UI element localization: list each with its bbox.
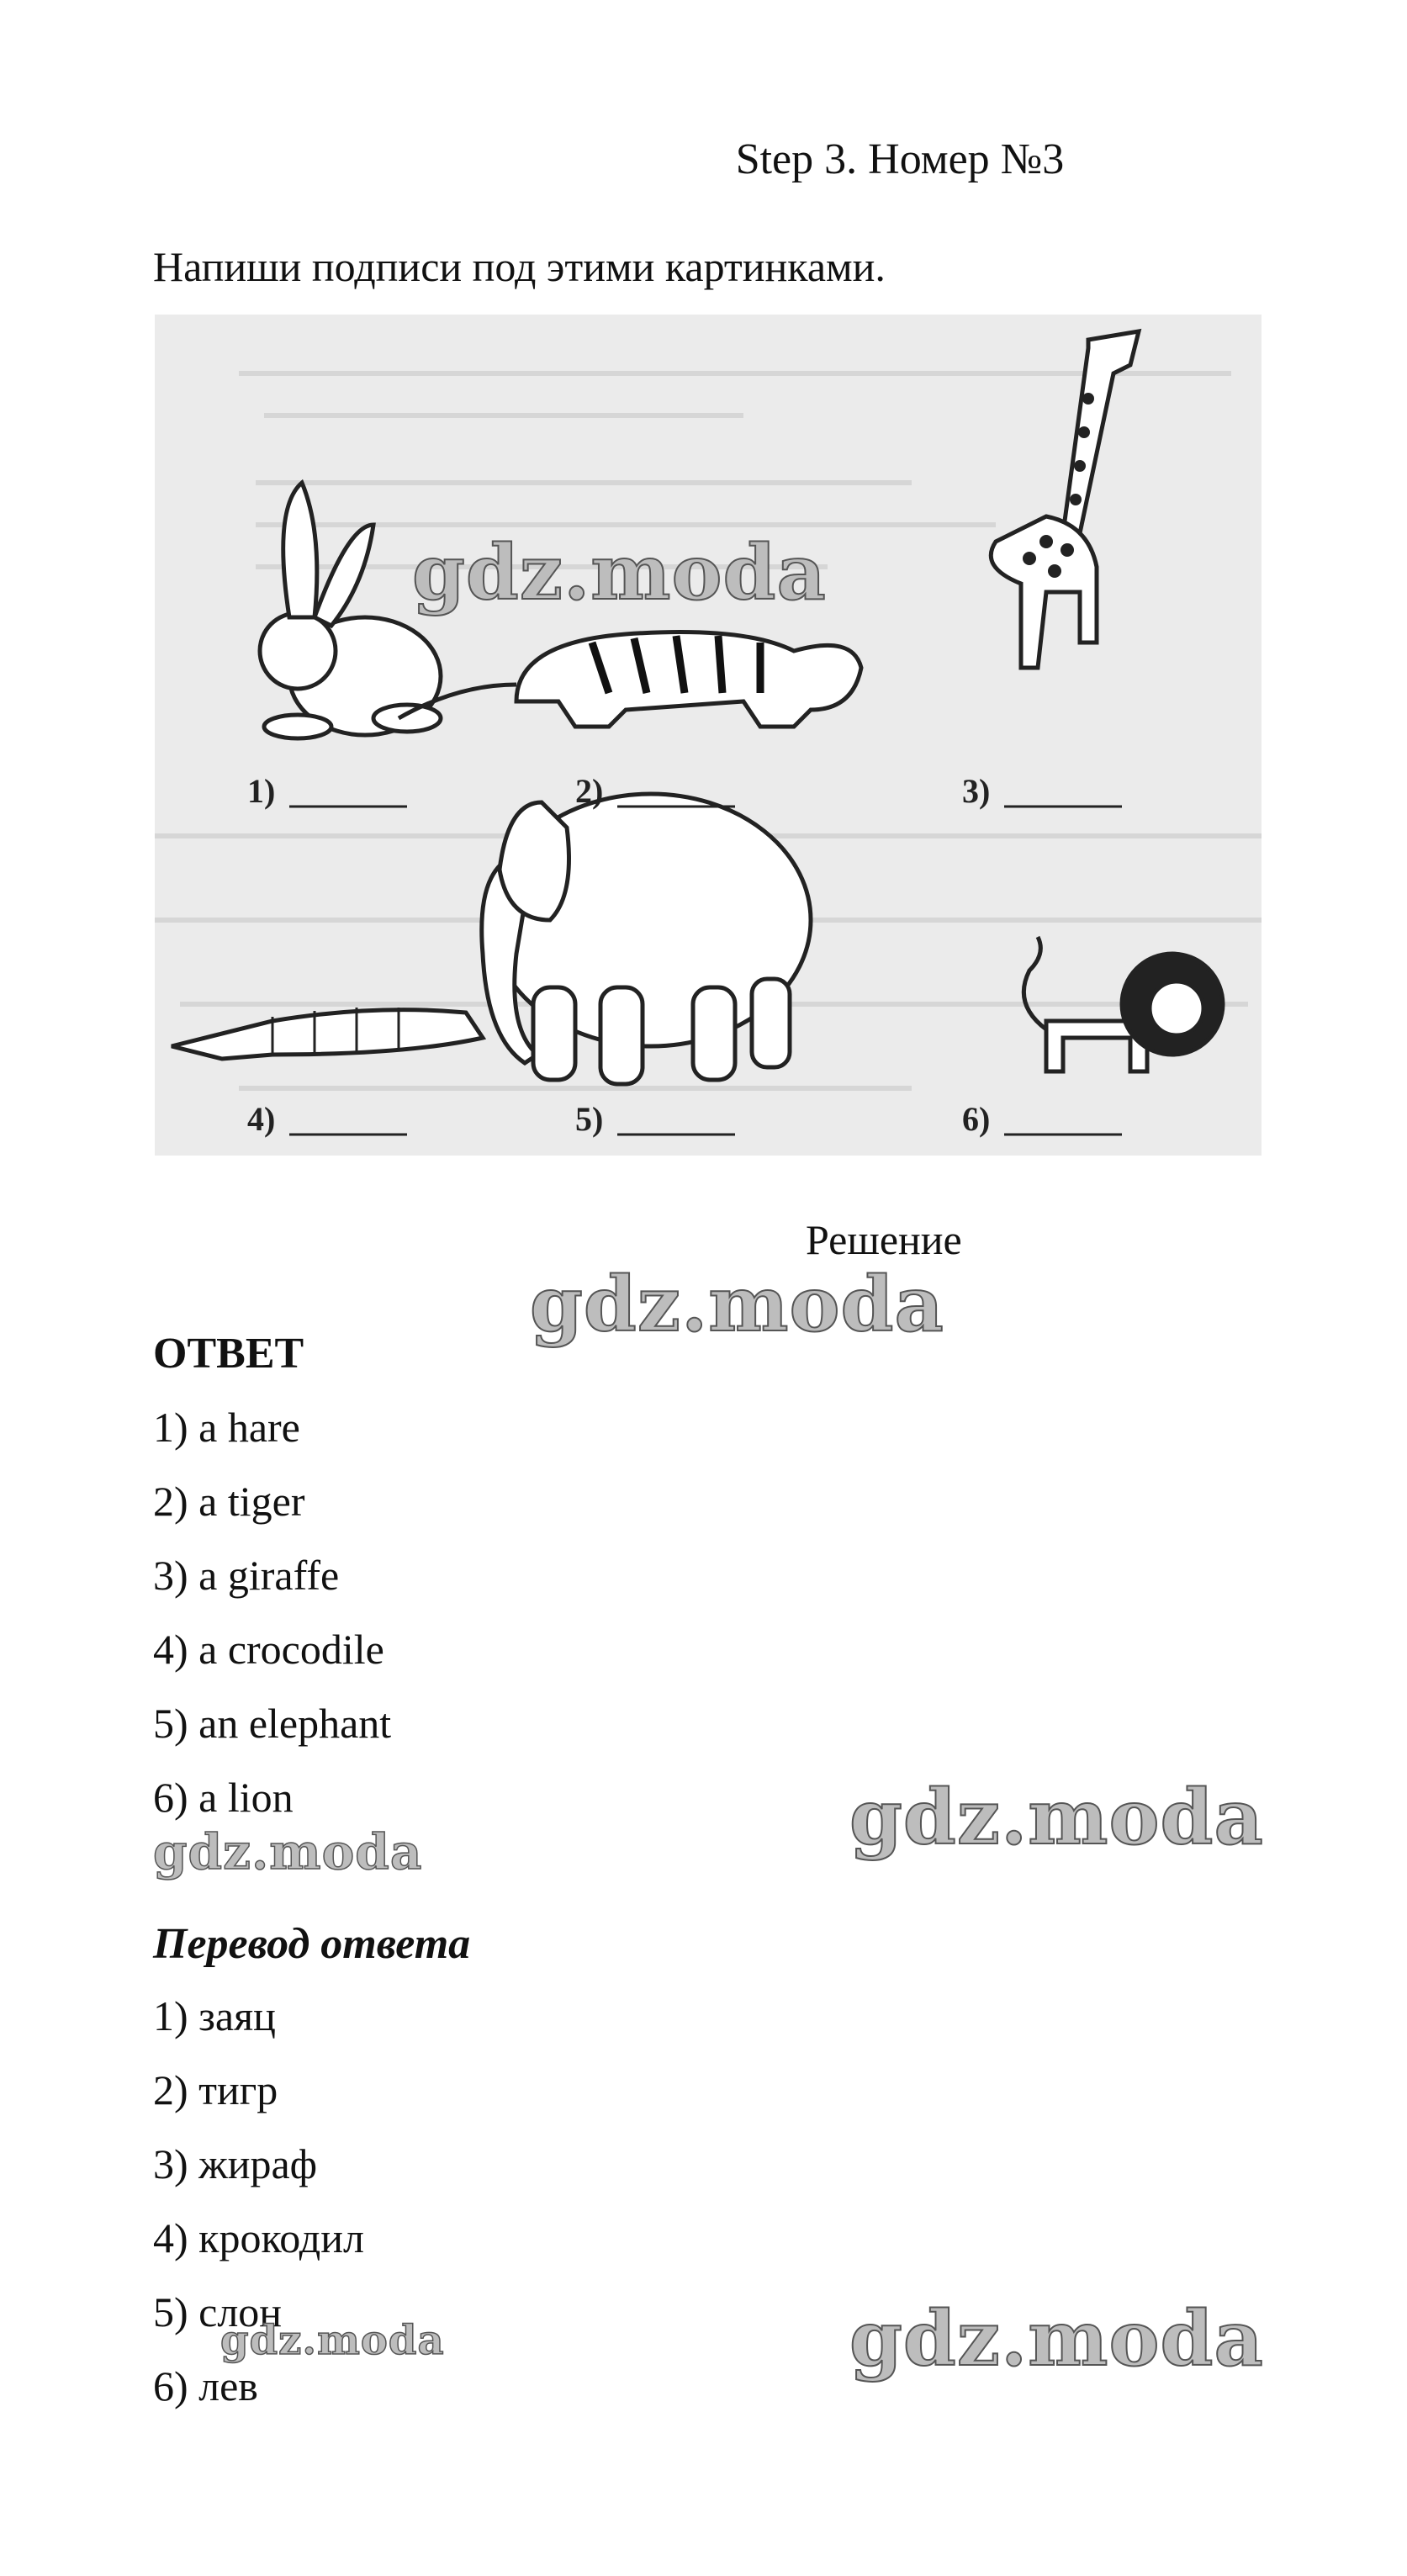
answer-item: 2) a tiger [153,1478,305,1525]
watermark: gdz.moda [530,1260,944,1349]
translation-item: 1) заяц [153,1992,276,2039]
image-label-2: 2) [575,772,604,810]
page-title: Step 3. Номер №3 [735,135,1065,183]
watermark: gdz.moda [849,2294,1264,2383]
answer-item: 1) a hare [153,1404,300,1451]
translation-item: 3) жираф [153,2140,318,2187]
exercise-scan-image [155,315,1262,1156]
answer-heading: ОТВЕТ [153,1330,304,1378]
translation-item: 5) слон [153,2288,283,2335]
answer-item: 6) a lion [153,1774,294,1821]
answer-item: 4) a crocodile [153,1626,384,1673]
image-label-4: 4) [247,1100,276,1138]
translation-item: 2) тигр [153,2066,278,2113]
image-label-5: 5) [575,1100,604,1138]
exercise-instruction: Напиши подписи под этими картинками. [153,243,886,290]
watermark: gdz.moda [412,528,827,617]
answer-item: 3) a giraffe [153,1552,340,1599]
translation-item: 6) лев [153,2362,258,2409]
watermark: gdz.moda [153,1823,423,1880]
image-label-1: 1) [247,772,276,810]
translation-item: 4) крокодил [153,2214,364,2261]
image-label-6: 6) [962,1100,991,1138]
translation-heading: Перевод ответа [153,1920,471,1968]
solution-label: Решение [806,1216,962,1263]
watermark: gdz.moda [849,1773,1264,1862]
image-label-3: 3) [962,772,991,810]
watermark: gdz.moda [220,2317,445,2364]
answer-item: 5) an elephant [153,1700,392,1747]
